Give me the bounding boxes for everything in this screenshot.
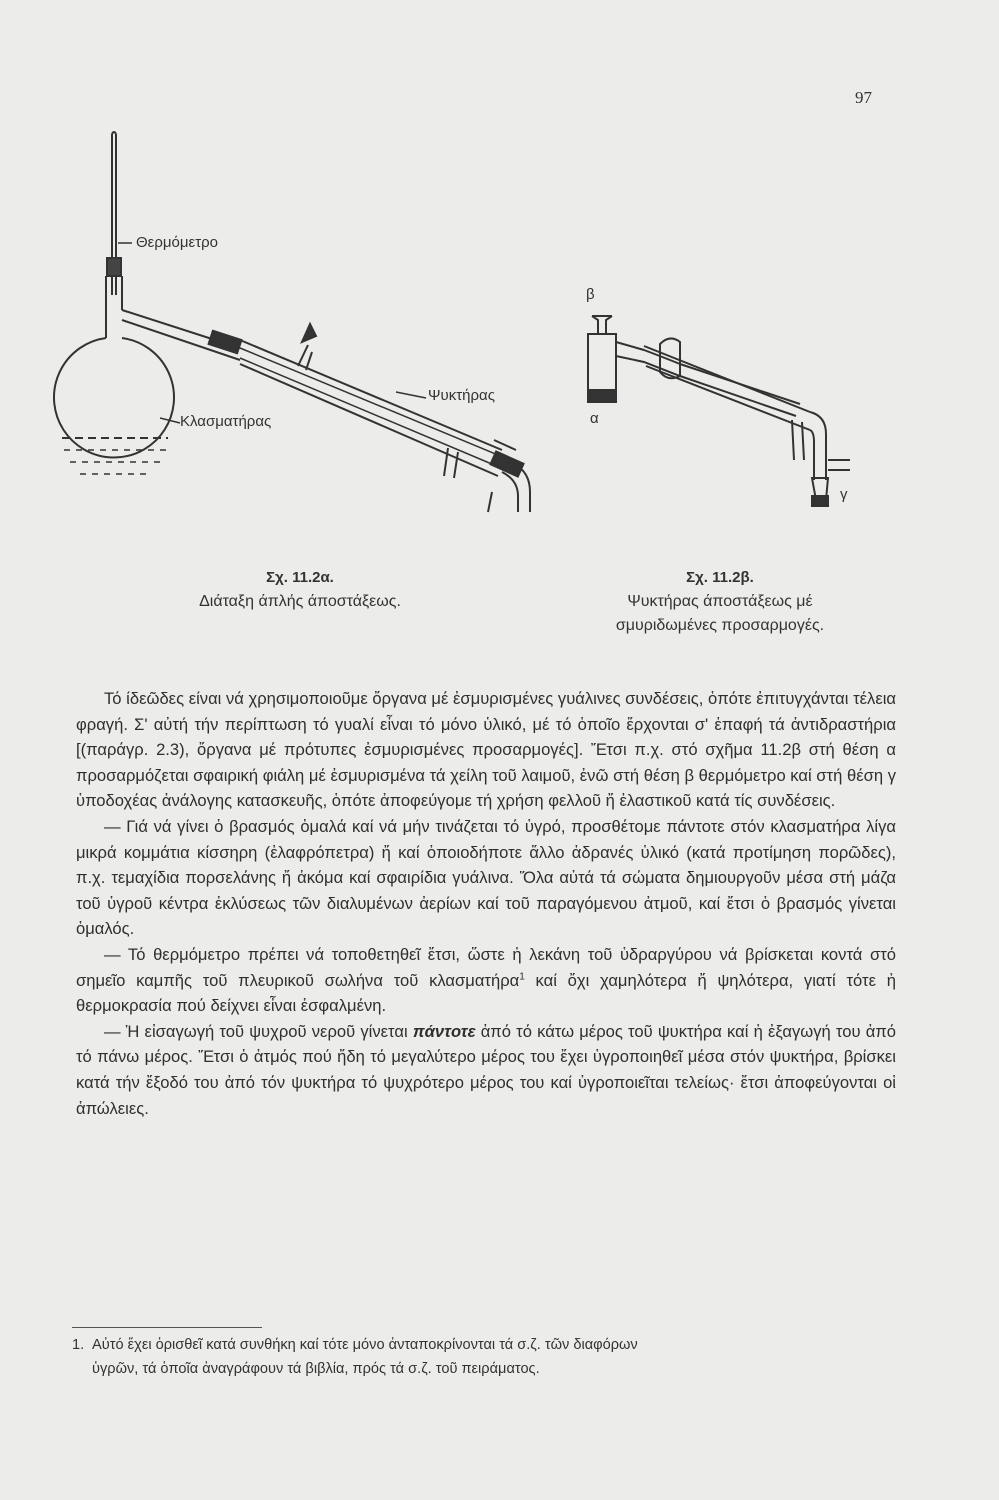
flask-neck bbox=[106, 276, 122, 338]
alpha-label: α bbox=[590, 410, 599, 427]
thermometer-stopper bbox=[107, 258, 121, 276]
body-text bbox=[76, 686, 896, 1121]
paragraph-4-text-end: ἀπό τό κάτω μέρος τοῦ ψυκτήρα καί ἡ ἐξαγωγή του ἀπό τό πάνω μέρος. Ἔτσι ὁ ἀτμός πού ἤδη τό μεγαλύτερο μέρος του ἔχει ὑγροποιηθεῖ μέσα στόν ψυκτήρα, βρίσκει κατά τήν ἔξοδό του ἀπό τόν ψυκτήρα τό ψυχρότερο μέρος του καί ὑγροποιεῖται τελείως· ἔτσι ἀποφεύγονται οἱ ἀπώλειες. bbox=[76, 1021, 896, 1118]
figure-b-caption-number: Σχ. 11.2β. bbox=[686, 569, 754, 586]
footnote-divider bbox=[72, 1327, 262, 1328]
figure-b-caption bbox=[560, 566, 880, 638]
footnote-reference: 1 bbox=[519, 971, 525, 982]
condenser-inner bbox=[240, 348, 510, 470]
paragraph-3-text-end: καί ὄχι χαμηλότερα ἤ ψηλότερα, γιατί τότε ἡ θερμοκρασία πού δείχνει εἶναι ἐσφαλμένη. bbox=[76, 970, 896, 1016]
figure-b-apparatus-drawing bbox=[588, 316, 850, 506]
figure-b-caption-line1: Ψυκτήρας άποστάξεως μέ bbox=[627, 593, 813, 610]
condenser-label-pointer bbox=[396, 392, 426, 398]
distillation-diagrams bbox=[40, 120, 960, 540]
flask-label: Κλασματήρας bbox=[180, 413, 272, 430]
page-number: 97 bbox=[855, 88, 872, 107]
paragraph-4-text: — Ἡ εἰσαγωγή τοῦ ψυχροῦ νεροῦ γίνεται bbox=[104, 1021, 413, 1041]
paragraph-2: — Γιά νά γίνει ὁ βρασμός ὁμαλά καί νά μήν τινάζεται τό ὑγρό, προσθέτομε πάντοτε στόν κλασματήρα λίγα μικρά κομμάτια κίσσηρη (ἐλαφρόπετρα) ἤ καί ὁποιοδήποτε ἄλλο ἀδρανές ὑλικό (κατά προτίμηση πορῶδες), π.χ. τεμαχίδια πορσελάνης ἤ ἀκόμα καί σφαιρίδια γυάλινα. Ὅλα αὐτά τά σώματα δημιουργοῦν μέσα στή μάζα τοῦ ὑγροῦ κέντρα ἐκλύσεως τῶν διαλυμένων ἀερίων καί τοῦ παραγόμενου ἀτμοῦ, καί ἔτσι ὁ βρασμός γίνεται ὁμαλός. bbox=[76, 816, 896, 939]
figure-a-apparatus-drawing bbox=[54, 132, 530, 512]
paragraph-1: Τό ίδεῶδες είναι νά χρησιμοποιοῦμε ὄργανα μέ ἐσμυρισμένες γυάλινες συνδέσεις, ὁπότε ἐπιτυγχάνται τέλεια φραγή. Σ' αὐτή τήν περίπτωση τό γυαλί εἶναι τό μόνο ὑλικό, μέ τό ὁποῖο ἔρχονται σ' ἐπαφή τά ἀντιδραστήρια [(παράγρ. 2.3), ὄργανα μέ πρότυπες ἐσμυρισμένες προσαρμογές]. Ἔτσι π.χ. στό σχῆμα 11.2β στή θέση α προσαρμόζεται σφαιρική φιάλη μέ ἐσμυρισμένα τά χείλη τοῦ λαιμοῦ, ἐνῶ στή θέση β θερμόμετρο καί στή θέση γ ὑποδοχέας ἀνάλογης κατασκευῆς, ὁπότε ἀποφεύγομε τή χρήση φελλοῦ ἤ ἐλαστικοῦ κατά τίς συνδέσεις. bbox=[76, 689, 896, 811]
condenser-label: Ψυκτήρας bbox=[428, 387, 495, 404]
paragraph-4 bbox=[76, 1019, 896, 1121]
thermometer-label: Θερμόμετρο bbox=[136, 234, 219, 251]
paragraph-3 bbox=[76, 942, 896, 1019]
footnote-line2: ὑγρῶν, τά ὁποῖα ἀναγράφουν τά βιβλία, πρός τά σ.ζ. τοῦ πειράματος. bbox=[92, 1361, 540, 1377]
round-flask bbox=[54, 338, 174, 457]
figure-a-caption-text: Διάταξη άπλής άποστάξεως. bbox=[199, 593, 401, 610]
figure-a-caption-number: Σχ. 11.2α. bbox=[266, 569, 334, 586]
figures-area bbox=[40, 120, 960, 540]
footnote-number: 1. bbox=[72, 1337, 85, 1353]
footnote bbox=[72, 1333, 902, 1381]
figure-a-caption bbox=[140, 566, 460, 614]
beta-joint bbox=[592, 316, 612, 334]
emphasized-word: πάντοτε bbox=[412, 1021, 476, 1041]
condenser-jacket bbox=[240, 340, 502, 476]
gamma-label: γ bbox=[840, 486, 848, 503]
paragraph-3-text: — Τό θερμόμετρο πρέπει νά τοποθετηθεῖ ἔτσι, ὥστε ἡ λεκάνη τοῦ ὑδραργύρου νά βρίσκεται κοντά στό σημεῖο καμπῆς τοῦ πλευρικοῦ σωλήνα τοῦ κλασματήρα bbox=[76, 944, 896, 990]
footnote-line1: Αὐτό ἔχει ὁρισθεῖ κατά συνθήκη καί τότε μόνο ἀνταποκρίνονται τά σ.ζ. τῶν διαφόρων bbox=[92, 1337, 638, 1353]
figure-b-caption-line2: σμυριδωμένες προσαρμογές. bbox=[615, 617, 825, 634]
beta-label: β bbox=[586, 286, 595, 303]
